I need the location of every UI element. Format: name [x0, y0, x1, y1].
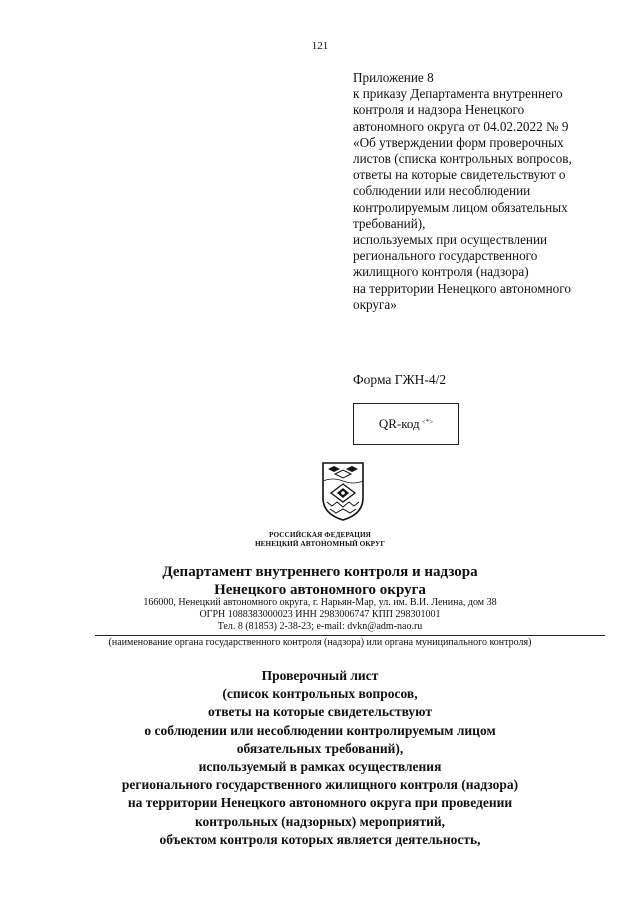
- appendix-line: округа»: [353, 296, 397, 312]
- title-line: (список контрольных вопросов,: [222, 686, 418, 702]
- title-line: на территории Ненецкого автономного округа при проведении: [127, 795, 513, 811]
- appendix-line: на территории Ненецкого автономного: [353, 280, 571, 296]
- appendix-line: контроля и надзора Ненецкого: [353, 102, 525, 118]
- appendix-line: автономного округа от 04.02.2022 № 9: [353, 118, 569, 134]
- okrug-name: НЕНЕЦКИЙ АВТОНОМНЫЙ ОКРУГ: [254, 540, 386, 548]
- appendix-line: требований),: [353, 215, 426, 231]
- department-name: [0, 563, 640, 599]
- title-line: контрольных (надзорных) мероприятий,: [194, 813, 446, 829]
- title-line: используемый в рамках осуществления: [198, 759, 442, 775]
- department-line: Департамент внутреннего контроля и надзора: [162, 564, 478, 580]
- appendix-line: «Об утверждении форм проверочных: [353, 134, 564, 150]
- coat-of-arms-icon: [320, 460, 366, 522]
- qr-label: QR-код: [378, 416, 420, 431]
- address-text: 166000, Ненецкий автономного округа, г. Нарьян-Мар, ул. им. В.И. Ленина, дом 38: [143, 597, 497, 608]
- appendix-reference: [353, 70, 603, 313]
- form-code: Форма ГЖН-4/2: [353, 372, 447, 387]
- checklist-title: [0, 667, 640, 849]
- registration-text: ОГРН 1088383000023 ИНН 2983006747 КПП 298301001: [199, 609, 441, 621]
- federation-header: [0, 531, 640, 549]
- appendix-line: ответы на которые свидетельствуют о: [353, 167, 566, 183]
- title-line: о соблюдении или несоблюдении контролируемым лицом: [144, 722, 496, 738]
- appendix-line: контролируемым лицом обязательных: [353, 199, 568, 215]
- title-line: обязательных требований),: [236, 740, 404, 756]
- qr-footnote: <*>: [421, 418, 434, 426]
- authority-caption: (наименование органа государственного контроля (надзора) или органа муниципального контроля): [108, 637, 532, 648]
- appendix-line: используемых при осуществлении: [353, 232, 548, 248]
- page-number: 121: [311, 40, 329, 52]
- appendix-line: регионального государственного: [353, 248, 538, 264]
- title-line: регионального государственного жилищного контроля (надзора): [121, 777, 519, 793]
- federation-name: РОССИЙСКАЯ ФЕДЕРАЦИЯ: [269, 531, 371, 539]
- contacts-text: Тел. 8 (81853) 2-38-23; e-mail: dvkn@adm-nao.ru: [217, 621, 423, 633]
- department-contacts: [0, 597, 640, 634]
- divider-line: [95, 635, 605, 636]
- appendix-line: к приказу Департамента внутреннего: [353, 86, 563, 102]
- appendix-line: соблюдении или несоблюдении: [353, 183, 531, 199]
- title-line: Проверочный лист: [261, 668, 379, 683]
- appendix-line: жилищного контроля (надзора): [353, 264, 529, 280]
- title-line: объектом контроля которых является деятельность,: [159, 831, 481, 847]
- appendix-line: листов (списка контрольных вопросов,: [353, 151, 572, 167]
- qr-code-box: [353, 403, 459, 445]
- appendix-line: Приложение 8: [353, 70, 434, 85]
- title-line: ответы на которые свидетельствуют: [208, 704, 432, 720]
- department-line: Ненецкого автономного округа: [214, 582, 426, 598]
